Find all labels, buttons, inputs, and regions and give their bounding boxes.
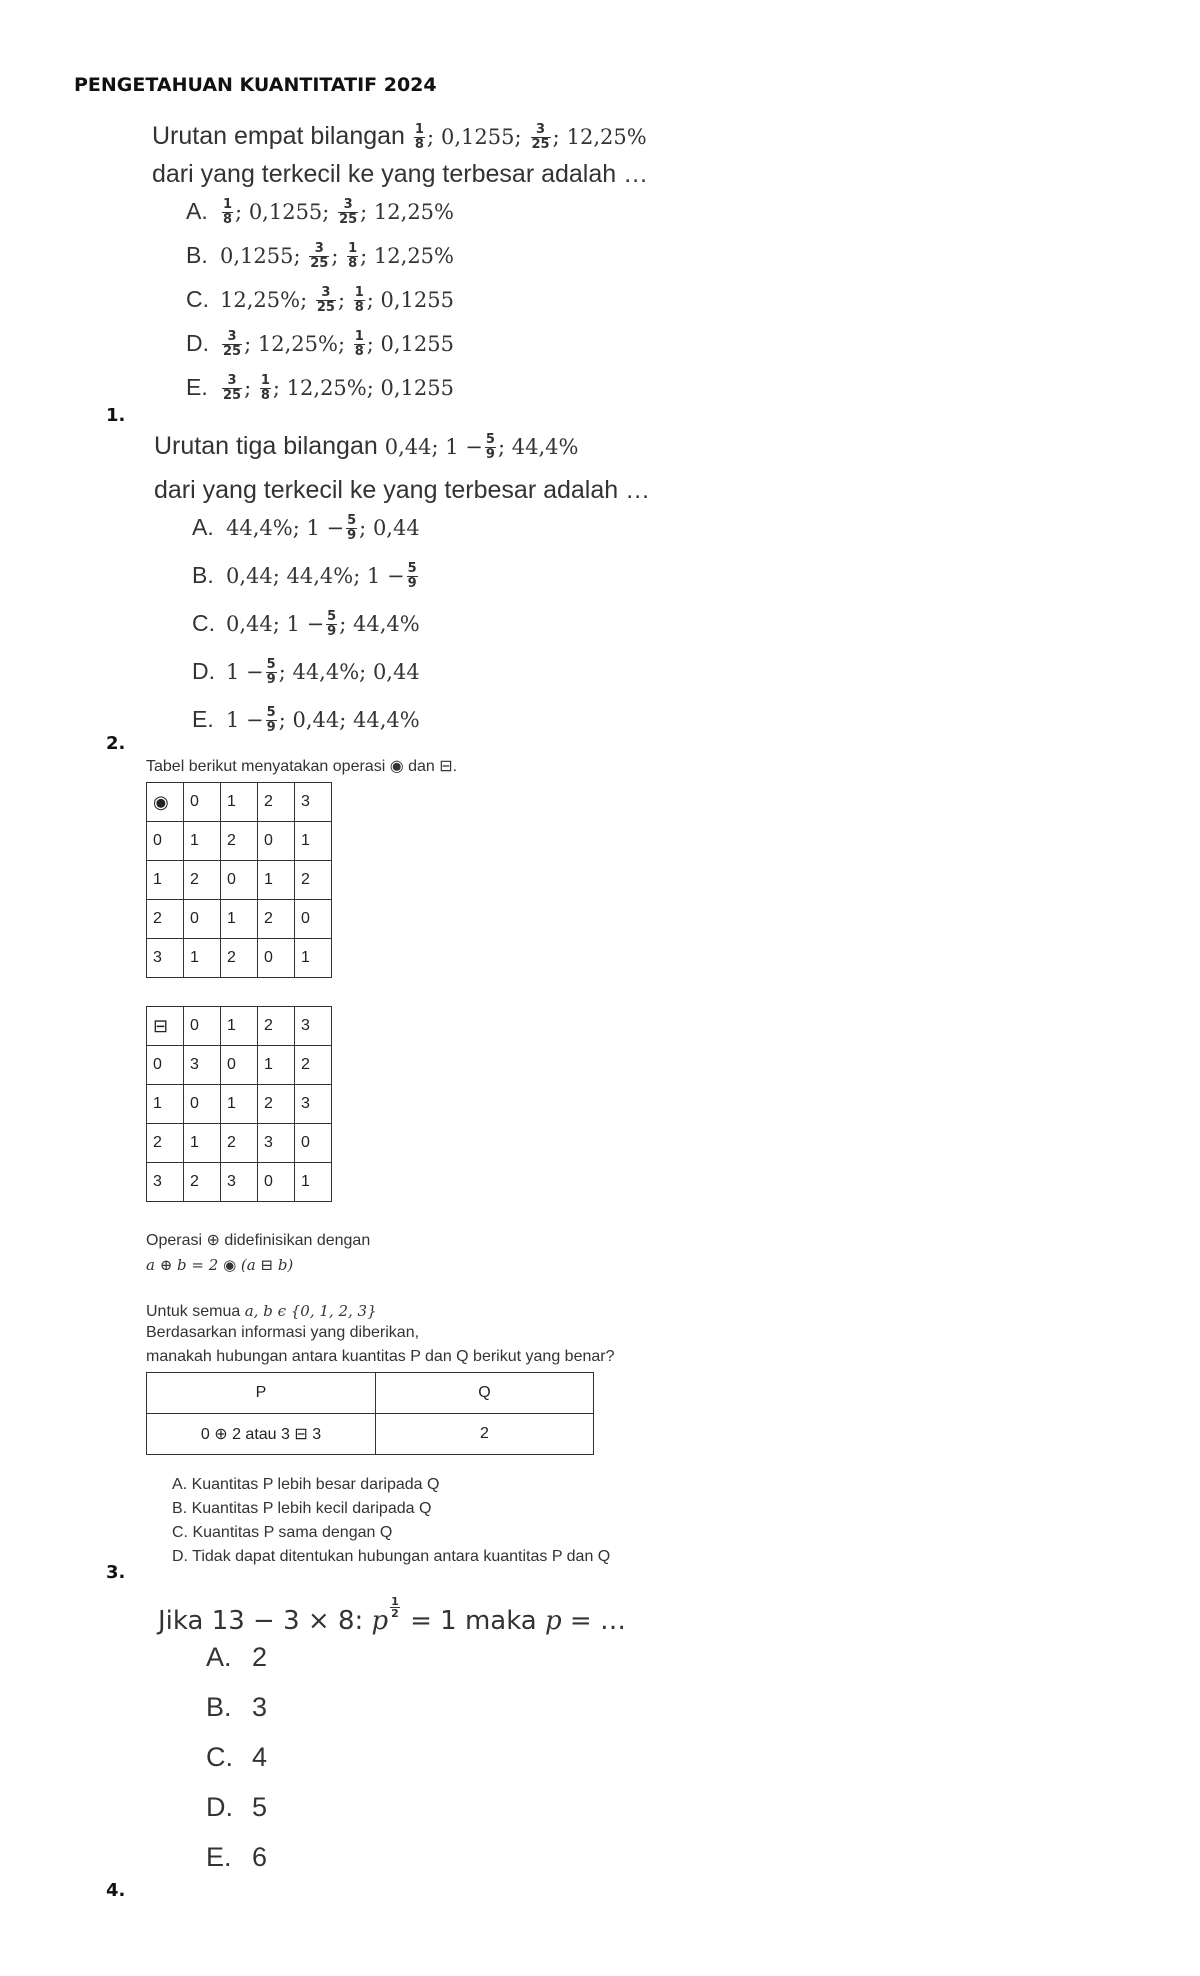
q4-option-d[interactable]: D. 5 (206, 1792, 268, 1822)
q2-option-b[interactable]: B. 0,44; 44,4%; 1 − $\frac{5}{9}$ (192, 561, 417, 592)
q1-option-a[interactable]: A. $\frac{1}{8}$ ; 0,1255; $\frac{3}{25}$ ; 12,25% (186, 197, 454, 228)
q3-definition-line: Operasi ⊕ didefinisikan dengan (146, 1232, 371, 1249)
pq-comparison-table (146, 1372, 594, 1455)
q2-option-d[interactable]: D. 1 − $\frac{5}{9}$ ; 44,4%; 0,44 (192, 657, 420, 688)
page-title: PENGETAHUAN KUANTITATIF 2024 (74, 74, 437, 96)
q2-option-a[interactable]: A. 44,4%; 1 − $\frac{5}{9}$ ; 0,44 (192, 513, 420, 544)
q1-value-percent: 12,25% (566, 125, 647, 149)
q3-intro: Tabel berikut menyatakan operasi ◉ dan ⊟. (146, 758, 458, 775)
operation-table-box (146, 1006, 332, 1202)
table-row: 1 2 0 1 2 (147, 861, 332, 900)
operation-box-symbol: ⊟ (147, 1007, 184, 1046)
q3-formula: a ⊕ b = 2 ◉ (a ⊟ b) (146, 1256, 294, 1274)
table-header-row: P Q (147, 1373, 594, 1414)
q1-stem-line2: dari yang terkecil ke yang terbesar adalah … (152, 160, 649, 188)
q1-option-d[interactable]: D. $\frac{3}{25}$ ; 12,25%; $\frac{1}{8}$ ; 0,1255 (186, 329, 454, 360)
q3-option-a[interactable]: A. Kuantitas P lebih besar daripada Q (172, 1476, 440, 1493)
q2-option-e[interactable]: E. 1 − $\frac{5}{9}$ ; 0,44; 44,4% (192, 705, 420, 736)
q1-option-b[interactable]: B. 0,1255; $\frac{3}{25}$ ; $\frac{1}{8}$ ; 12,25% (186, 241, 454, 272)
q1-number: 1. (106, 405, 126, 426)
q3-based-on: Berdasarkan informasi yang diberikan, (146, 1324, 420, 1341)
table-row: 2 1 2 3 0 (147, 1124, 332, 1163)
table-row: 3 1 2 0 1 (147, 939, 332, 978)
q1-option-e[interactable]: E. $\frac{3}{25}$ ; $\frac{1}{8}$ ; 12,25%; 0,1255 (186, 373, 454, 404)
table-header-row: ⊟ 0 1 2 3 (147, 1007, 332, 1046)
q3-number: 3. (106, 1562, 126, 1583)
table-header-row: ◉ 0 1 2 3 (147, 783, 332, 822)
table-row: 1 0 1 2 3 (147, 1085, 332, 1124)
q2-stem-line2: dari yang terkecil ke yang terbesar adalah … (154, 476, 651, 504)
q1-stem-line1: Urutan empat bilangan $\frac{1}{8}$ ; 0,1255; $\frac{3}{25}$ ; 12,25% (152, 121, 647, 152)
q4-option-e[interactable]: E. 6 (206, 1842, 268, 1872)
q1-value-decimal: 0,1255 (440, 125, 515, 149)
q3-option-c[interactable]: C. Kuantitas P sama dengan Q (172, 1524, 393, 1541)
table-row: 0 ⊕ 2 atau 3 ⊟ 3 2 (147, 1414, 594, 1455)
table-row: 2 0 1 2 0 (147, 900, 332, 939)
q3-option-d[interactable]: D. Tidak dapat ditentukan hubungan antara kuantitas P dan Q (172, 1548, 611, 1565)
q1-option-c[interactable]: C. 12,25%; $\frac{3}{25}$ ; $\frac{1}{8}$ ; 0,1255 (186, 285, 454, 316)
q3-forall: Untuk semua a, b ϵ {0, 1, 2, 3} (146, 1302, 377, 1320)
q1-stem-intro: Urutan empat bilangan (152, 122, 405, 150)
q4-option-b[interactable]: B. 3 (206, 1692, 268, 1722)
q3-option-b[interactable]: B. Kuantitas P lebih kecil daripada Q (172, 1500, 432, 1517)
q1-fraction-1-8: $\frac{1}{8}$ (414, 121, 424, 152)
table-row: 3 2 3 0 1 (147, 1163, 332, 1202)
table-row: 0 3 0 1 2 (147, 1046, 332, 1085)
table-row: 0 1 2 0 1 (147, 822, 332, 861)
operation-dot-symbol: ◉ (147, 783, 184, 822)
q4-option-a[interactable]: A. 2 (206, 1642, 268, 1672)
q3-question: manakah hubungan antara kuantitas P dan Q berikut yang benar? (146, 1348, 615, 1365)
q4-number: 4. (106, 1880, 126, 1901)
q4-stem: Jika 13 − 3 × 8: p $\frac{1}{2}$ = 1 maka p = … (158, 1595, 626, 1636)
q2-option-c[interactable]: C. 0,44; 1 − $\frac{5}{9}$ ; 44,4% (192, 609, 420, 640)
q2-number: 2. (106, 733, 126, 754)
q2-stem-line1: Urutan tiga bilangan 0,44; 1 − $\frac{5}{9}$ ; 44,4% (154, 431, 579, 462)
operation-table-dot (146, 782, 332, 978)
q1-fraction-3-25: $\frac{3}{25}$ (531, 121, 550, 152)
q4-option-c[interactable]: C. 4 (206, 1742, 268, 1772)
